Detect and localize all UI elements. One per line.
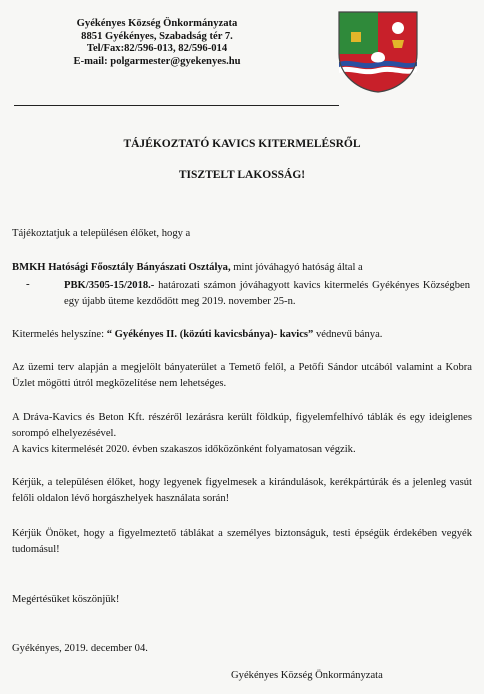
bullet-marker: -	[26, 278, 30, 290]
org-phone: Tel/Fax:82/596-013, 82/596-014	[86, 43, 228, 55]
bullet-text	[64, 278, 470, 310]
location-name: “ Gyékényes II. (közúti kavicsbánya)- kavics”	[106, 329, 314, 340]
decision-number: PBK/3505-15/2018.-	[64, 280, 155, 291]
org-email: polgarmester@gyekenyes.hu	[110, 55, 241, 67]
salutation: TISZTELT LAKOSSÁG!	[178, 169, 306, 181]
org-email-line	[42, 56, 272, 69]
email-label: E-mail:	[73, 55, 108, 67]
authority-text: mint jóváhagyó hatóság által a	[230, 262, 363, 273]
thanks-line: Megértésüket köszönjük!	[12, 594, 120, 605]
coat-of-arms-icon	[337, 10, 419, 94]
schedule-paragraph: A kavics kitermelését 2020. évben szakaszos időközönként folyamatosan végzik.	[12, 444, 356, 455]
plan-paragraph: Az üzemi terv alapján a megjelölt bányaterület a Temető felől, a Petőfi Sándor utcából valamint a Kobra Üzlet mögötti útról megközelítése nem lehetséges.	[12, 362, 472, 389]
place-date: Gyékényes, 2019. december 04.	[12, 643, 148, 654]
authority-paragraph	[12, 260, 472, 276]
org-contact-block	[42, 18, 272, 68]
header-divider	[14, 105, 339, 106]
org-name: Gyékényes Község Önkormányzata	[76, 18, 238, 29]
org-address: 8851 Gyékényes, Szabadság tér 7.	[81, 30, 233, 42]
location-suffix: védnevű bánya.	[313, 329, 383, 340]
decision-text: határozati számon jóváhagyott kavics kitermelés Gyékényes Községben egy újabb üteme kezdődött meg 2019. november 25-n.	[64, 280, 470, 307]
signature: Gyékényes Község Önkormányzata	[231, 670, 383, 681]
intro-paragraph: Tájékoztatjuk a településen élőket, hogy a	[12, 228, 191, 239]
signs-paragraph: Kérjük Önöket, hogy a figyelmeztető táblákat a személyes biztonságuk, testi épségük érdekében vegyék tudomásul!	[12, 528, 472, 555]
location-label: Kitermelés helyszíne:	[12, 329, 107, 340]
caution-paragraph: Kérjük, a településen élőket, hogy legyenek figyelmesek a kirándulások, kerékpártúrák és a jelenleg vasút felőli oldalon lévő horgászhelyek használata során!	[12, 477, 472, 504]
authority-name: BMKH Hatósági Főosztály Bányászati Osztálya,	[12, 262, 231, 273]
document-title: TÁJÉKOZTATÓ KAVICS KITERMELÉSRŐL	[123, 138, 361, 150]
closure-paragraph: A Dráva-Kavics és Beton Kft. részéről lezárásra került földkúp, figyelemfelhívó táblák és egy ideiglenes sorompó elhelyezésével.	[12, 412, 472, 439]
location-paragraph	[12, 327, 472, 343]
